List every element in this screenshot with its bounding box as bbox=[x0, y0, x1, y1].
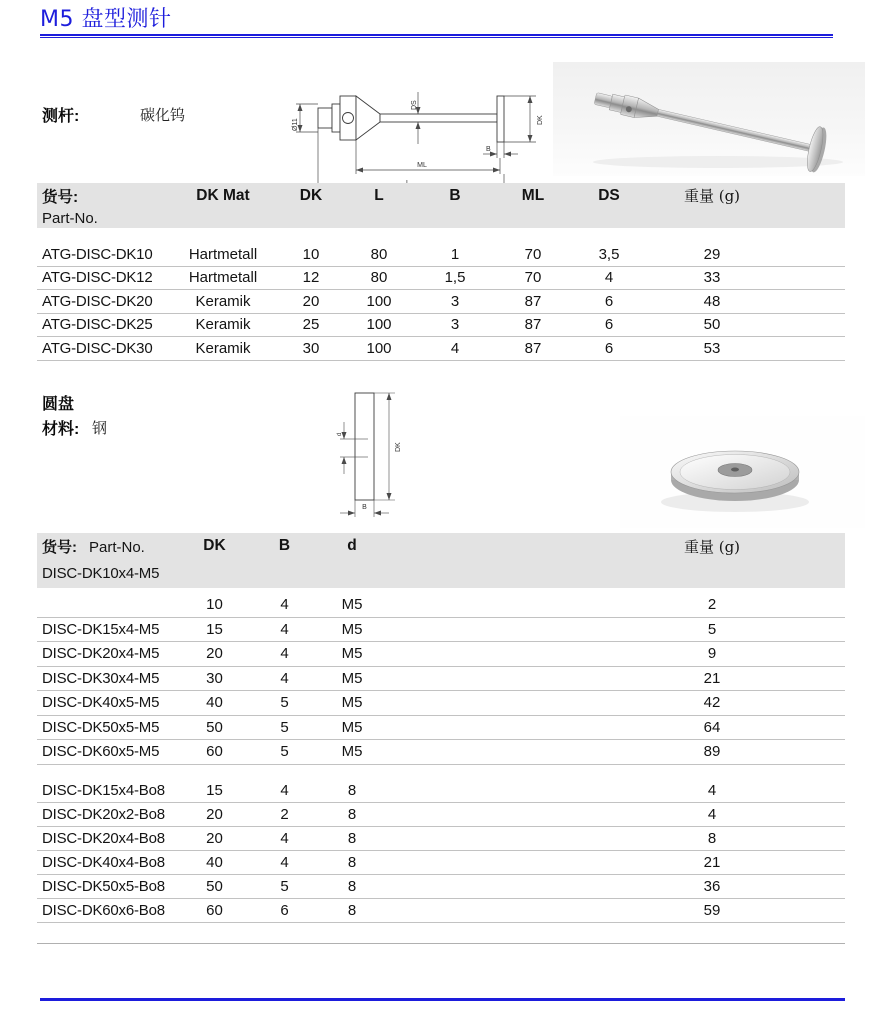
cell-d: 8 bbox=[317, 803, 387, 827]
disc-material: 钢 bbox=[92, 419, 108, 437]
dim-label-ds: DS bbox=[411, 100, 418, 110]
spacer-cell bbox=[777, 875, 845, 899]
cell-b: 3 bbox=[415, 314, 495, 338]
cell-part: ATG-DISC-DK30 bbox=[37, 337, 167, 361]
table-row bbox=[37, 618, 845, 643]
spacer-cell bbox=[777, 337, 845, 361]
table-row bbox=[37, 803, 845, 827]
cell-weight: 21 bbox=[647, 667, 777, 692]
cell-b: 4 bbox=[252, 827, 317, 851]
cell-part: DISC-DK60x6-Bo8 bbox=[37, 899, 177, 923]
spacer-cell bbox=[387, 716, 647, 741]
cell-part: DISC-DK60x5-M5 bbox=[37, 740, 177, 765]
cell-weight: 33 bbox=[647, 267, 777, 291]
cell-ml: 70 bbox=[495, 267, 571, 291]
cell-b: 1 bbox=[415, 243, 495, 267]
spacer-cell bbox=[777, 243, 845, 267]
cell-dk: 60 bbox=[177, 899, 252, 923]
cell-d: 8 bbox=[317, 779, 387, 803]
cell-l: 100 bbox=[343, 314, 415, 338]
table-row bbox=[37, 716, 845, 741]
cell-weight: 59 bbox=[647, 899, 777, 923]
table-row bbox=[37, 779, 845, 803]
cell-b: 5 bbox=[252, 740, 317, 765]
col-part-en: Part-No. bbox=[37, 208, 845, 228]
spacer-cell bbox=[777, 691, 845, 716]
spacer-cell bbox=[777, 533, 845, 559]
cell-d: M5 bbox=[317, 740, 387, 765]
table-row bbox=[37, 691, 845, 716]
spacer-cell bbox=[777, 314, 845, 338]
spacer-cell bbox=[777, 716, 845, 741]
spacer-cell bbox=[387, 803, 647, 827]
col-part bbox=[37, 533, 177, 559]
cell-dk: 15 bbox=[177, 779, 252, 803]
table-row bbox=[37, 899, 845, 923]
cell-ml: 87 bbox=[495, 290, 571, 314]
cell-ds: 6 bbox=[571, 337, 647, 361]
spacer-cell bbox=[387, 533, 647, 559]
cell-dk: 30 bbox=[279, 337, 343, 361]
cell-dk: 30 bbox=[177, 667, 252, 692]
spacer-cell bbox=[387, 875, 647, 899]
col-l: L bbox=[343, 183, 415, 208]
cell-ds: 4 bbox=[571, 267, 647, 291]
cell-weight: 2 bbox=[647, 593, 777, 618]
cell-b: 4 bbox=[252, 642, 317, 667]
spacer-cell bbox=[387, 593, 647, 618]
table1-header-row bbox=[37, 183, 845, 208]
disc-technical-drawing bbox=[335, 386, 435, 531]
table-row bbox=[37, 243, 845, 267]
table-row bbox=[37, 827, 845, 851]
spacer-cell bbox=[777, 593, 845, 618]
shaft-table bbox=[37, 183, 845, 361]
cell-dk: 20 bbox=[177, 642, 252, 667]
spacer-cell bbox=[777, 899, 845, 923]
cell-l: 100 bbox=[343, 337, 415, 361]
dim-label-d: d bbox=[337, 432, 343, 436]
spacer-cell bbox=[777, 642, 845, 667]
group-gap-row bbox=[37, 765, 845, 779]
cell-part: DISC-DK15x4-Bo8 bbox=[37, 779, 177, 803]
cell-weight: 8 bbox=[647, 827, 777, 851]
spacer-cell bbox=[387, 827, 647, 851]
cell-b: 4 bbox=[252, 593, 317, 618]
disc-label: 圆盘 bbox=[42, 396, 75, 413]
cell-weight: 5 bbox=[647, 618, 777, 643]
title-rule bbox=[40, 34, 833, 38]
col-weight2: 重量 (g) bbox=[647, 533, 777, 559]
table-row bbox=[37, 337, 845, 361]
spacer-cell bbox=[387, 851, 647, 875]
cell-weight: 29 bbox=[647, 243, 777, 267]
cell-part: DISC-DK15x4-M5 bbox=[37, 618, 177, 643]
disc-table bbox=[37, 533, 845, 944]
spacer-cell bbox=[777, 618, 845, 643]
cell-part: DISC-DK40x5-M5 bbox=[37, 691, 177, 716]
bottom-rule bbox=[40, 998, 845, 1001]
spacer-cell bbox=[387, 740, 647, 765]
cell-part: DISC-DK20x2-Bo8 bbox=[37, 803, 177, 827]
spacer-cell bbox=[387, 642, 647, 667]
col-b2: B bbox=[252, 533, 317, 559]
cell-b: 3 bbox=[415, 290, 495, 314]
spacer-cell bbox=[777, 803, 845, 827]
cell-part bbox=[37, 593, 177, 618]
cell-weight: 53 bbox=[647, 337, 777, 361]
spacer-row bbox=[37, 228, 845, 243]
spacer-cell bbox=[387, 667, 647, 692]
cell-material: Keramik bbox=[167, 290, 279, 314]
cell-d: M5 bbox=[317, 667, 387, 692]
col-dk: DK bbox=[279, 183, 343, 208]
cell-material: Keramik bbox=[167, 314, 279, 338]
spacer-cell bbox=[777, 667, 845, 692]
cell-dk: 15 bbox=[177, 618, 252, 643]
col-part-cn2: 货号: bbox=[42, 538, 77, 556]
table-row bbox=[37, 851, 845, 875]
cell-l: 80 bbox=[343, 243, 415, 267]
cell-l: 100 bbox=[343, 290, 415, 314]
cell-part: DISC-DK50x5-M5 bbox=[37, 716, 177, 741]
table1-header-row2 bbox=[37, 208, 845, 228]
col-dk2: DK bbox=[177, 533, 252, 559]
cell-weight: 4 bbox=[647, 803, 777, 827]
dim-label-dk2: DK bbox=[395, 442, 402, 452]
cell-d: M5 bbox=[317, 618, 387, 643]
cell-dk: 60 bbox=[177, 740, 252, 765]
cell-weight: 48 bbox=[647, 290, 777, 314]
spacer-cell bbox=[777, 851, 845, 875]
cell-b: 4 bbox=[252, 667, 317, 692]
cell-dk: 20 bbox=[279, 290, 343, 314]
cell-b: 4 bbox=[252, 851, 317, 875]
cell-dk: 40 bbox=[177, 691, 252, 716]
spacer-cell bbox=[777, 290, 845, 314]
cell-b: 4 bbox=[415, 337, 495, 361]
cell-ds: 6 bbox=[571, 314, 647, 338]
dim-label-b2: B bbox=[362, 504, 367, 511]
disc-material-label: 材料: bbox=[42, 421, 80, 438]
cell-ml: 70 bbox=[495, 243, 571, 267]
col-weight: 重量 (g) bbox=[647, 183, 777, 208]
cell-b: 1,5 bbox=[415, 267, 495, 291]
table-row bbox=[37, 740, 845, 765]
cell-part: DISC-DK20x4-Bo8 bbox=[37, 827, 177, 851]
cell-part: ATG-DISC-DK10 bbox=[37, 243, 167, 267]
col-part-en2: Part-No. bbox=[89, 538, 145, 556]
cell-dk: 50 bbox=[177, 875, 252, 899]
dim-label-dia: Ø11 bbox=[292, 118, 299, 131]
cell-part: DISC-DK40x4-Bo8 bbox=[37, 851, 177, 875]
col-d2: d bbox=[317, 533, 387, 559]
cell-d: M5 bbox=[317, 691, 387, 716]
cell-b: 5 bbox=[252, 691, 317, 716]
spacer-cell bbox=[387, 899, 647, 923]
cell-dk: 20 bbox=[177, 827, 252, 851]
spacer-cell bbox=[777, 740, 845, 765]
table-row bbox=[37, 290, 845, 314]
dim-label-ml: ML bbox=[417, 162, 427, 169]
cell-d: M5 bbox=[317, 593, 387, 618]
cell-dk: 10 bbox=[177, 593, 252, 618]
cell-dk: 25 bbox=[279, 314, 343, 338]
spacer-cell bbox=[777, 183, 845, 208]
cell-weight: 21 bbox=[647, 851, 777, 875]
cell-b: 5 bbox=[252, 875, 317, 899]
cell-dk: 12 bbox=[279, 267, 343, 291]
cell-b: 2 bbox=[252, 803, 317, 827]
cell-dk: 40 bbox=[177, 851, 252, 875]
cell-material: Hartmetall bbox=[167, 243, 279, 267]
cell-dk: 20 bbox=[177, 803, 252, 827]
cell-weight: 4 bbox=[647, 779, 777, 803]
cell-part: DISC-DK50x5-Bo8 bbox=[37, 875, 177, 899]
table2-header-row2 bbox=[37, 559, 845, 588]
col-part-cn: 货号: bbox=[37, 183, 167, 208]
table-row bbox=[37, 667, 845, 692]
cell-ds: 3,5 bbox=[571, 243, 647, 267]
col-dk-mat: DK Mat bbox=[167, 183, 279, 208]
table-row bbox=[37, 314, 845, 338]
cell-b: 5 bbox=[252, 716, 317, 741]
shaft-label: 测杆: bbox=[42, 108, 80, 125]
stylus-technical-drawing bbox=[290, 58, 548, 198]
cell-weight: 42 bbox=[647, 691, 777, 716]
table-row bbox=[37, 267, 845, 291]
first-part-number: DISC-DK10x4-M5 bbox=[37, 559, 845, 588]
cell-ds: 6 bbox=[571, 290, 647, 314]
cell-weight: 9 bbox=[647, 642, 777, 667]
dim-label-dk: DK bbox=[537, 115, 544, 125]
cell-d: 8 bbox=[317, 827, 387, 851]
col-ds: DS bbox=[571, 183, 647, 208]
cell-weight: 36 bbox=[647, 875, 777, 899]
col-ml: ML bbox=[495, 183, 571, 208]
cell-b: 4 bbox=[252, 779, 317, 803]
shaft-material: 碳化钨 bbox=[140, 106, 186, 124]
cell-d: 8 bbox=[317, 899, 387, 923]
spacer-cell bbox=[777, 267, 845, 291]
cell-ml: 87 bbox=[495, 337, 571, 361]
cell-weight: 64 bbox=[647, 716, 777, 741]
spacer-cell bbox=[387, 618, 647, 643]
cell-weight: 50 bbox=[647, 314, 777, 338]
table-tail-band bbox=[37, 923, 845, 944]
cell-dk: 10 bbox=[279, 243, 343, 267]
spacer-cell bbox=[777, 779, 845, 803]
cell-part: ATG-DISC-DK12 bbox=[37, 267, 167, 291]
dim-label-b: B bbox=[486, 146, 491, 153]
cell-l: 80 bbox=[343, 267, 415, 291]
cell-part: DISC-DK20x4-M5 bbox=[37, 642, 177, 667]
cell-b: 6 bbox=[252, 899, 317, 923]
cell-part: DISC-DK30x4-M5 bbox=[37, 667, 177, 692]
col-b: B bbox=[415, 183, 495, 208]
cell-b: 4 bbox=[252, 618, 317, 643]
cell-weight: 89 bbox=[647, 740, 777, 765]
table2-header-row bbox=[37, 533, 845, 559]
cell-d: 8 bbox=[317, 851, 387, 875]
cell-d: 8 bbox=[317, 875, 387, 899]
stylus-photo bbox=[553, 62, 865, 176]
cell-d: M5 bbox=[317, 716, 387, 741]
cell-part: ATG-DISC-DK25 bbox=[37, 314, 167, 338]
cell-d: M5 bbox=[317, 642, 387, 667]
cell-part: ATG-DISC-DK20 bbox=[37, 290, 167, 314]
table-row bbox=[37, 875, 845, 899]
table-row bbox=[37, 593, 845, 618]
table-row bbox=[37, 642, 845, 667]
cell-ml: 87 bbox=[495, 314, 571, 338]
spacer-cell bbox=[387, 691, 647, 716]
spacer-cell bbox=[387, 779, 647, 803]
cell-dk: 50 bbox=[177, 716, 252, 741]
cell-material: Keramik bbox=[167, 337, 279, 361]
spacer-cell bbox=[777, 827, 845, 851]
page-title: M5 盘型测针 bbox=[40, 7, 172, 32]
disc-photo bbox=[620, 416, 865, 528]
cell-material: Hartmetall bbox=[167, 267, 279, 291]
